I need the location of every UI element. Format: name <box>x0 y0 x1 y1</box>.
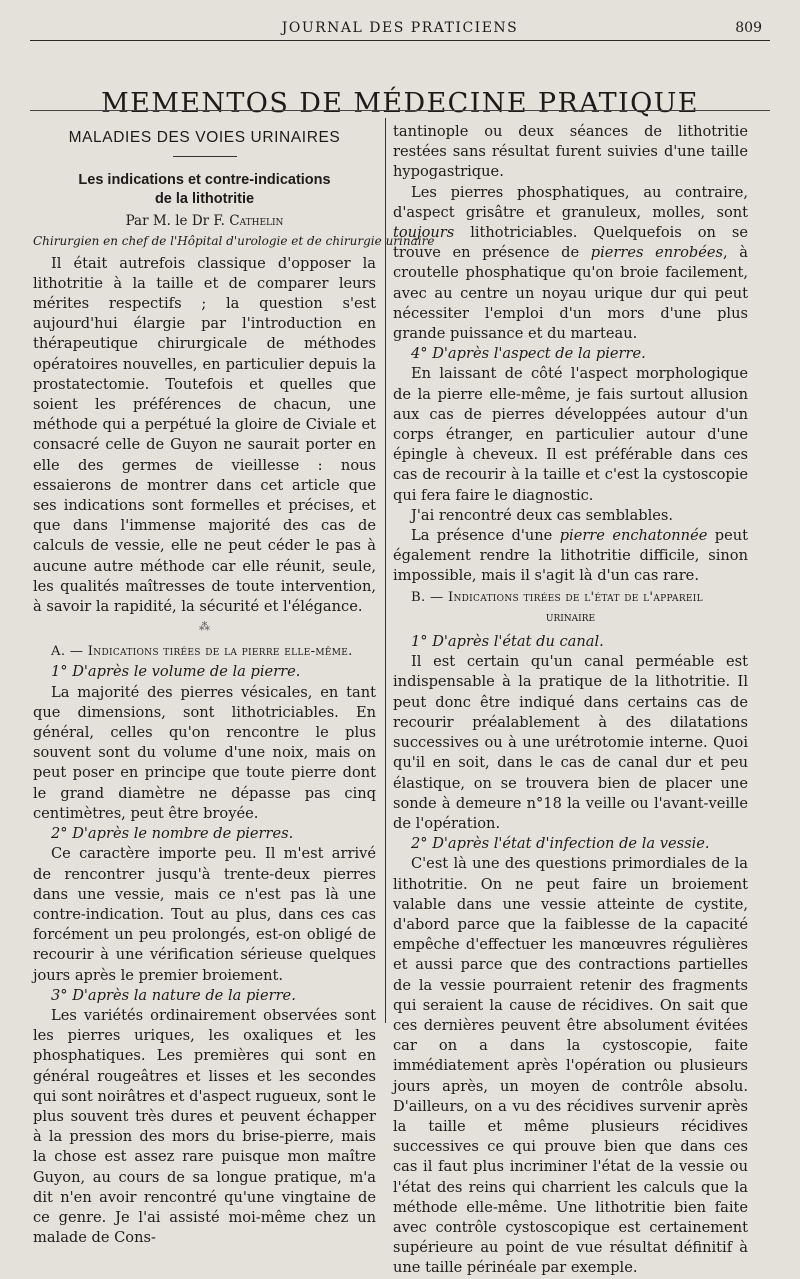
right-column <box>393 122 748 1279</box>
subheading-canal: 1° D'après l'état du canal. <box>411 633 604 651</box>
article-title-line2: de la lithotritie <box>154 191 255 208</box>
paragraph-infection: C'est là une des questions primordiales de la lithotritie. On ne peut faire un broiement valable dans une vessie atteinte de cystite, d'abord parce que la faiblesse de la capacité empêche d'effectuer les manœuvres régulières et aussi parce que des contractions partielles de la vessie pourraient retenir des fragments qui seraient la cause de récidives. On sait que ces dernières peuvent être absolument évitées car on a dans la cystoscopie, faite immédiatement après l'opération ou plusieurs jours après, un moyen de contrôle absolu. D'ailleurs, on a vu des récidives survenir après la taille et même plusieurs récidives successives ce qui prouve bien que dans ces cas il faut plus incriminer l'état de la vessie ou l'état des reins qui charrient les calculs que la méthode elle-même. Une lithotritie bien faite avec contrôle cystoscopique est certainement supérieure au point de vue résultat définitif à une taille périnéale par exemple. <box>393 855 748 1277</box>
running-header <box>30 18 770 41</box>
byline <box>33 211 376 231</box>
intro-paragraph: Il était autrefois classique d'opposer la lithotritie à la taille et de comparer leurs mérites respectifs ; la question s'est aujourd'hui élargie par l'introduction en thérapeutique chirurgicale de méthodes opératoires nouvelles, en particulier depuis la prostatectomie. Toutefois et quelles que soient les préférences de chacun, une méthode qui a perpétué la gloire de Civiale et consacré celle de Guyon ne saurait porter en elle des germes de vieillesse : nous essaierons de montrer dans cet article que ses indications sont formelles et précises, et que dans l'immense majorité des cas de calculs de vessie, elle ne peut céder le pas à aucune autre méthode car elle réunit, seule, les qualités maîtresses de toute intervention, à savoir la rapidité, la sécurité et l'élégance. <box>33 254 376 616</box>
paragraph-canal: Il est certain qu'un canal perméable est indispensable à la pratique de la lithotritie. Il peut donc être indiqué dans certains cas de recourir préalablement à des dilatations successives ou à une urétrotomie interne. Quoi qu'il en soit, dans le cas de canal dur et peu élastique, on se trouvera bien de placer une sonde à demeure n°18 la veille ou l'avant-veille de l'opération. <box>393 653 748 832</box>
subheading-nombre: 2° D'après le nombre de pierres. <box>51 825 294 843</box>
section-a-heading: A. — Indications tirées de la pierre elle-même. <box>51 644 353 660</box>
title-rule <box>30 110 770 111</box>
subheading-nature: 3° D'après la nature de la pierre. <box>51 986 296 1004</box>
article-title-line1: Les indications et contre-indications <box>78 172 331 189</box>
paragraph-nature: Les variétés ordinairement observées sont les pierres uriques, les oxaliques et les phosphatiques. Les premières qui sont en général rougeâtres et lisses et les secondes qui sont noirâtres et d'aspect rugueux, sont le plus souvent très dures et peuvent échapper à la pression des mors du brise-pierre, mais la chose est assez rare puisque mon maître Guyon, au cours de sa longue pratique, m'a dit n'en avoir rencontré qu'une vingtaine de ce genre. Je l'ai assisté moi-même chez un malade de Cons- <box>33 1006 376 1247</box>
author-affiliation: Chirurgien en chef de l'Hôpital d'urologie et de chirurgie urinaire <box>33 234 435 249</box>
paragraph-volume: La majorité des pierres vésicales, en tant que dimensions, sont lithotriciables. En général, celles qu'on rencontre le plus souvent sont du volume d'une noix, mais on peut poser en principe que toute pierre dont le grand diamètre ne dépasse pas cinq centimètres, peut être broyée. <box>33 683 376 822</box>
page-number: 809 <box>735 20 762 36</box>
section-b-heading-line2: urinaire <box>545 609 596 625</box>
asterism-ornament: ⁂ <box>199 620 210 634</box>
section-b-heading: B. — Indications tirées de l'état de l'appareil <box>411 589 703 605</box>
paragraph-aspect: En laissant de côté l'aspect morphologique de la pierre elle-même, je fais surtout allusion aux cas de pierres développées autour d'un corps étranger, en particulier autour d'une épingle à cheveux. Il est préférable dans ces cas de recourir à la taille et c'est la cystoscopie qui fera faire le diagnostic. <box>393 365 748 504</box>
journal-title: JOURNAL DES PRATICIENS <box>281 20 519 36</box>
emphasis-pierres-enrobees: pierres enrobées <box>590 244 724 262</box>
paragraph-nombre: Ce caractère importe peu. Il m'est arrivé de rencontrer jusqu'à trente-deux pierres dans une vessie, mais ce n'est pas là une contre-indication. Tout au plus, dans ces cas forcément un peu prolongés, est-on obligé de recourir à une vérification sérieuse quelques jours après le premier broiement. <box>33 845 376 984</box>
subheading-volume: 1° D'après le volume de la pierre. <box>51 663 301 681</box>
paragraph-phosphatiques: Les pierres phosphatiques, au contraire, d'aspect grisâtre et granuleux, molles, sont toujours lithotriciables. Quelquefois on se trouve en présence de pierres enrobées, à croutelle phosphatique qu'on broie facilement, avec au centre un noyau urique dur qui peut nécessiter l'emploi d'un mors d'une plus grande puissance et du marteau. <box>393 183 748 343</box>
rubric-rule <box>173 156 237 157</box>
subheading-aspect: 4° D'après l'aspect de la pierre. <box>411 345 646 363</box>
column-divider <box>385 118 386 1023</box>
rubric-heading: MALADIES DES VOIES URINAIRES <box>68 129 341 146</box>
paragraph-continuation: tantinople ou deux séances de lithotritie restées sans résultat furent suivies d'une taille hypogastrique. <box>393 123 748 181</box>
paragraph-enchatonnee: La présence d'une pierre enchatonnée peut également rendre la lithotritie difficile, sinon impossible, mais il s'agit là d'un cas rare. <box>393 527 749 585</box>
emphasis-pierre-enchatonnee: pierre enchatonnée <box>559 527 708 545</box>
byline-prefix: Par M. le Dr F. <box>125 213 230 230</box>
emphasis-toujours: toujours <box>393 224 455 242</box>
author-name: Cathelin <box>229 213 284 230</box>
paragraph-deux-cas: J'ai rencontré deux cas semblables. <box>411 506 674 524</box>
section-title: MEMENTOS DE MÉDECINE PRATIQUE <box>101 88 699 120</box>
subheading-infection: 2° D'après l'état d'infection de la vessie. <box>411 835 710 853</box>
